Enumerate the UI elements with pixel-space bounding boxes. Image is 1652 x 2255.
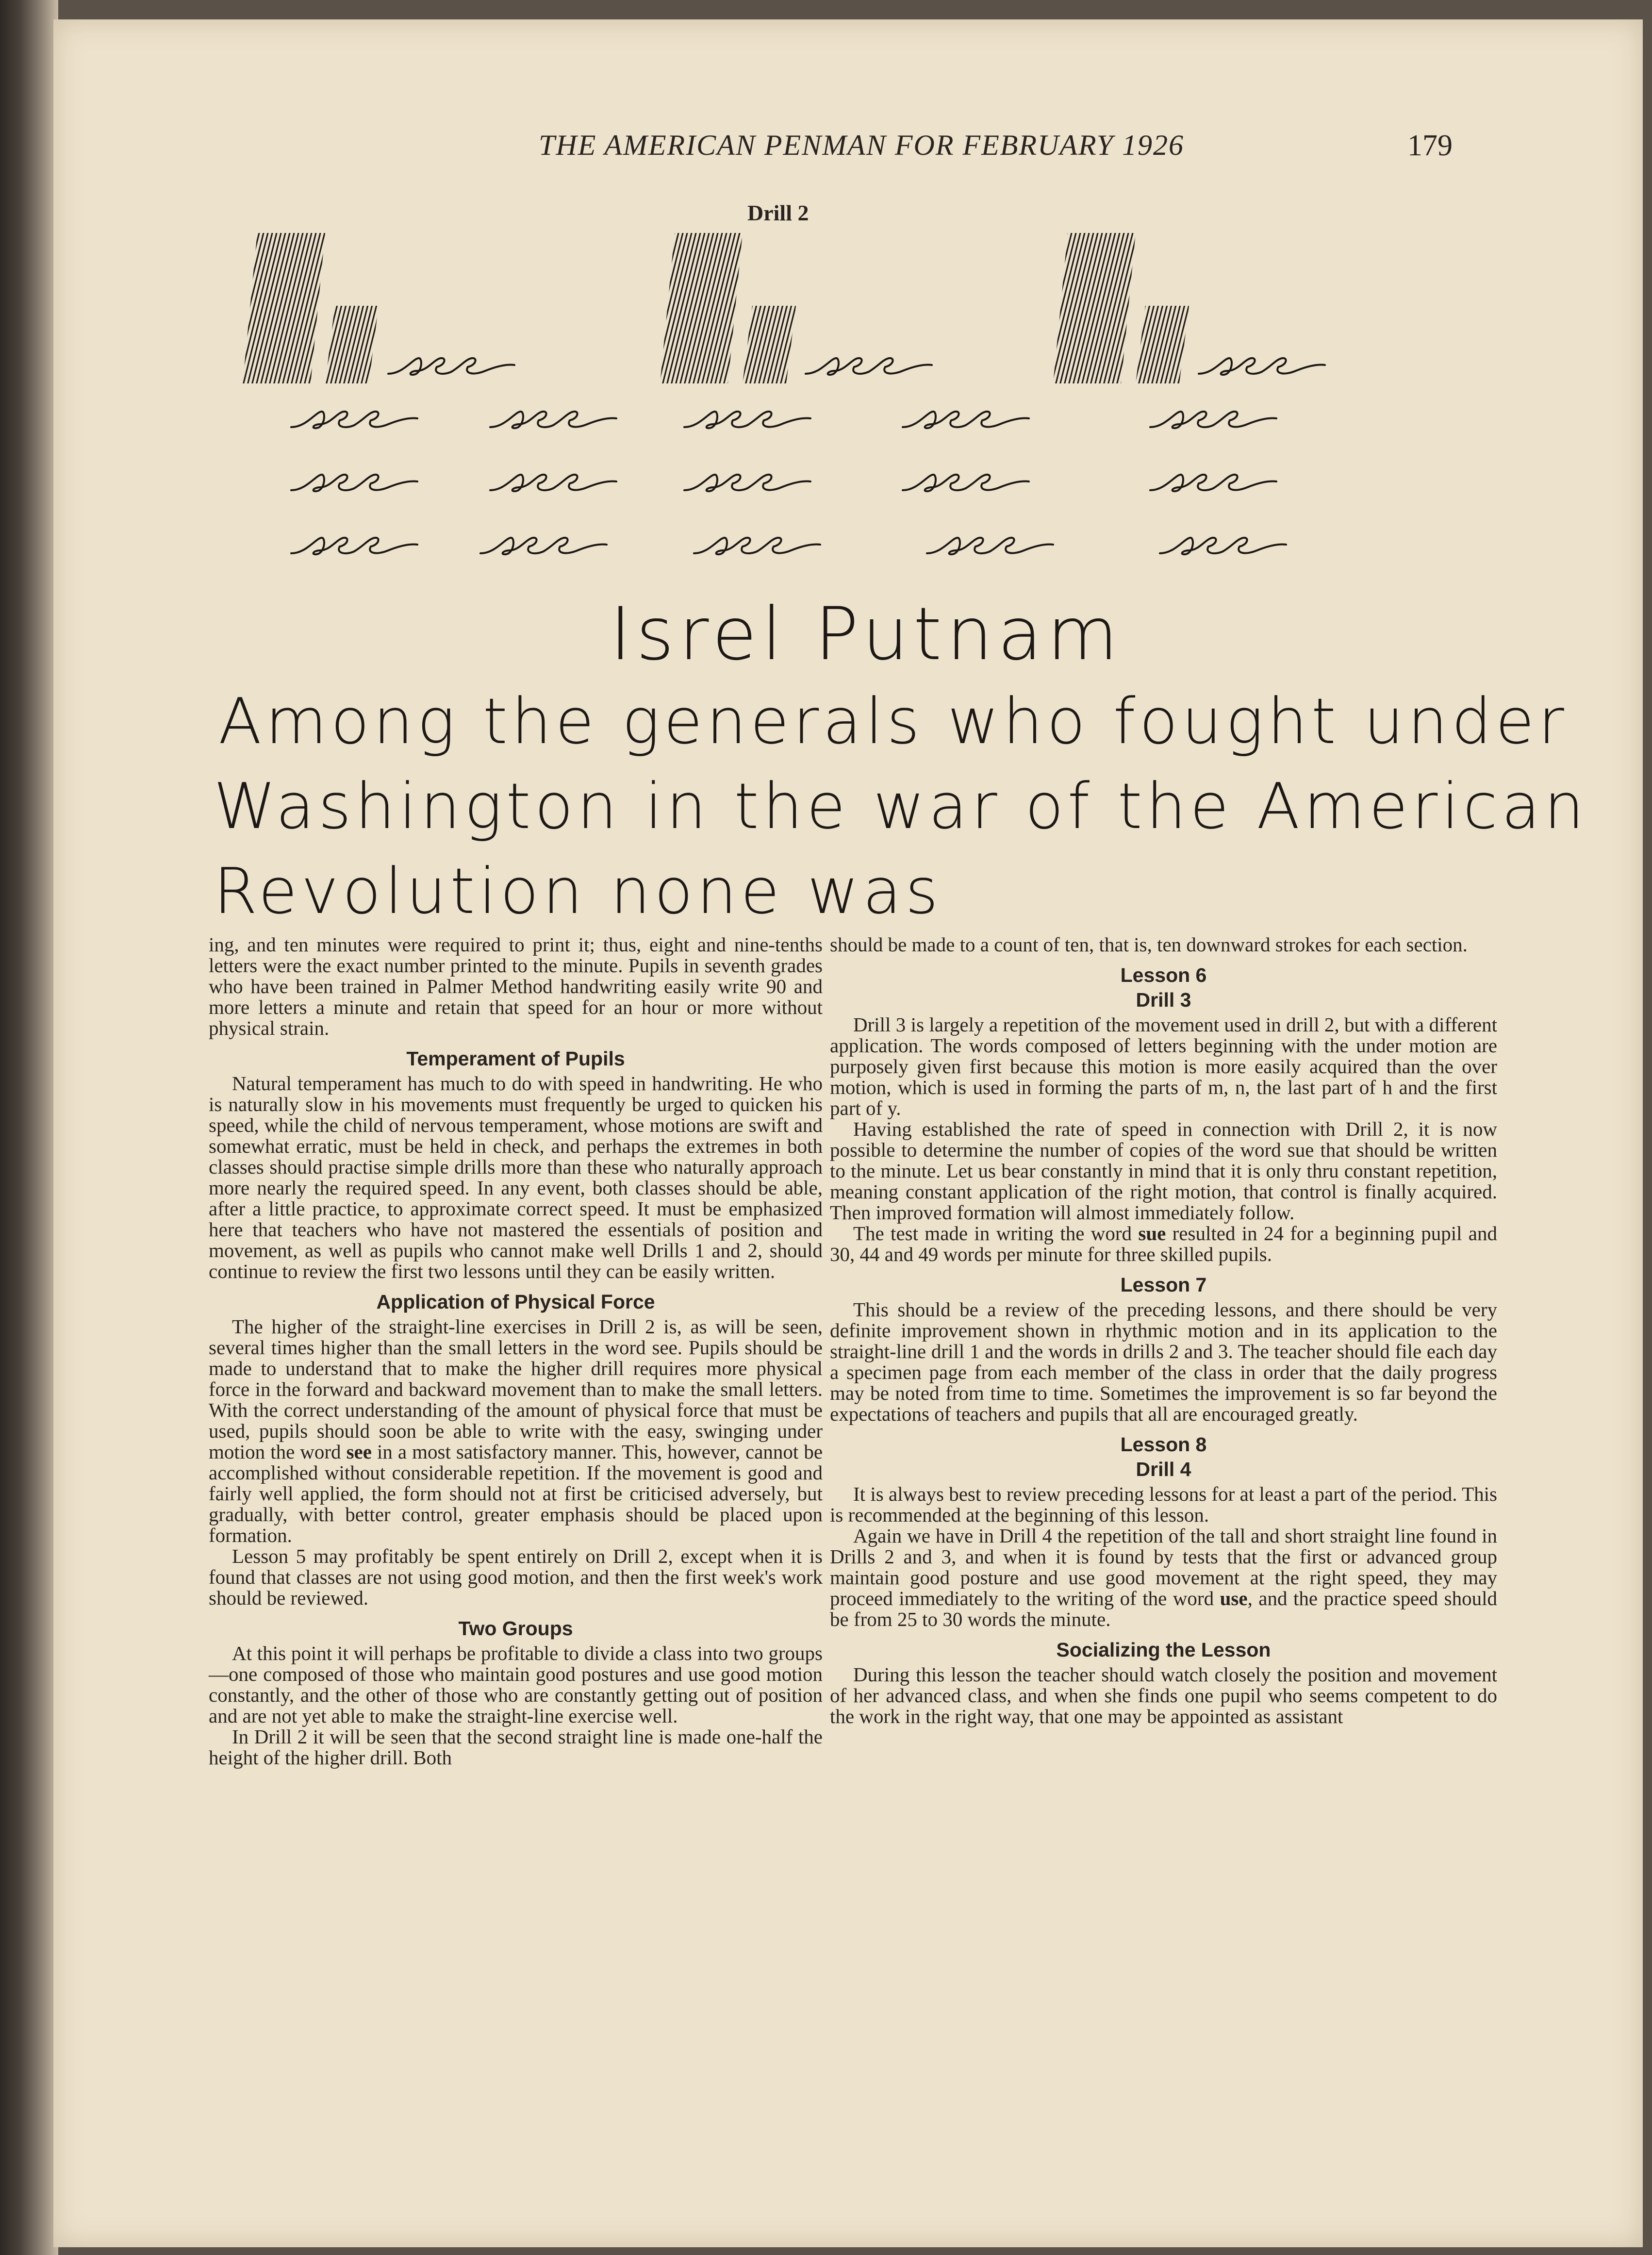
paragraph: should be made to a count of ten, that is, ten downward strokes for each section. (830, 933, 1468, 956)
paragraph: During this lesson the teacher should watch closely the position and movement of her advanced class, and when she finds one pupil who seems competent to do the work in the right way, that one may be appointed as assistant (830, 1663, 1497, 1727)
paragraph: Again we have in Drill 4 the repetition of the tall and short straight line found in Drills 2 and 3, and when it is found by tests that the first or advanced group maintain good posture and use good movement at the right speed, they may proceed immediately to the writing of the word use, and the practice speed should be from 25 to 30 words the minute. (830, 1525, 1498, 1630)
see-word-rows (291, 412, 1286, 554)
hand-lettered-line-3: Revolution none was (214, 854, 942, 928)
page-number: 179 (1407, 129, 1453, 162)
paragraph: In Drill 2 it will be seen that the second straight line is made one-half the height of the higher drill. Both (209, 1725, 823, 1769)
section-heading-lesson-6: Lesson 6 (1120, 964, 1207, 986)
paragraph: Drill 3 is largely a repetition of the movement used in drill 2, but with a different application. The words composed of letters beginning with the under motion are purposely given first because this motion is more easily acquired than the over motion, which is used in forming the parts of m, n, the last part of h and the first part of y. (830, 1013, 1497, 1119)
running-title: THE AMERICAN PENMAN FOR FEBRUARY 1926 (539, 129, 1184, 161)
drill-2-penmanship-specimen (238, 223, 1466, 592)
book-binding-edge (0, 0, 58, 2255)
page (53, 19, 1643, 2247)
section-heading-lesson-8: Lesson 8 (1120, 1433, 1207, 1456)
paragraph: It is always best to review preceding lessons for at least a part of the period. This is recommended at the beginning of this lesson. (830, 1483, 1497, 1526)
left-column (209, 934, 823, 1768)
hand-lettered-line-2: Washington in the war of the American (214, 769, 1588, 843)
straight-line-drill-group-3 (1053, 233, 1325, 383)
section-heading-temperament: Temperament of Pupils (406, 1047, 625, 1070)
drill-label: Drill 2 (747, 200, 809, 225)
section-heading-two-groups: Two Groups (458, 1617, 573, 1640)
section-heading-lesson-7: Lesson 7 (1120, 1274, 1207, 1296)
paragraph: The higher of the straight-line exercises in Drill 2 is, as will be seen, several times higher than the small letters in the word see. Pupils should be made to understand that to make the higher drill requires more physical force in the forward and backward movement than to make the small letters. With the correct understanding of the amount of physical force that must be used, pupils should soon be able to write with the easy, swinging under motion the word see in a most satisfactory manner. This, however, cannot be accomplished without considerable repetition. If the movement is good and fairly well applied, the form should not at first be criticised adversely, but gradually, with better control, greater emphasis should be placed upon formation. (209, 1315, 823, 1546)
paragraph: Having established the rate of speed in connection with Drill 2, it is now possible to determine the number of copies of the word sue that should be written to the minute. Let us bear constantly in mind that it is only thru constant repetition, meaning constant application of the right motion, that control is finally acquired. Then improved formation will almost immediately follow. (830, 1118, 1497, 1224)
paragraph: At this point it will perhaps be profitable to divide a class into two groups—one composed of those who maintain good postures and use good motion constantly, and the other of those who are constantly getting out of position and are not yet able to make the straight-line exercise well. (209, 1642, 823, 1727)
section-heading-drill-4: Drill 4 (1136, 1458, 1191, 1480)
emphasized-word: see (346, 1441, 372, 1463)
section-heading-drill-3: Drill 3 (1136, 989, 1191, 1011)
paragraph: Lesson 5 may profitably be spent entirely on Drill 2, except when it is found that classes are not using good motion, and then the first week's work should be reviewed. (209, 1545, 823, 1609)
paragraph: Natural temperament has much to do with speed in handwriting. He who is naturally slow in his movements must frequently be urged to quicken his speed, while the child of nervous temperament, whose motions are swift and somewhat erratic, must be held in check, and perhaps the extremes in both classes should practise simple drills more than these who naturally approach more nearly the required speed. In any event, both classes should be able, after a little practice, to approximate correct speed. It must be emphasized here that teachers who have not mastered the essentials of position and movement, as well as pupils who cannot make well Drills 1 and 2, should continue to review the first two lessons until they can be easily written. (209, 1072, 823, 1282)
section-heading-socializing: Socializing the Lesson (1056, 1639, 1271, 1661)
straight-line-drill-group-2 (660, 233, 932, 383)
emphasized-word: use (1220, 1587, 1248, 1609)
paragraph: ing, and ten minutes were required to print it; thus, eight and nine-tenths letters were the exact number printed to the minute. Pupils in seventh grades who have been trained in Palmer Method handwriting easily write 90 and more letters a minute and retain that speed for an hour or more without physical strain. (209, 933, 823, 1039)
section-heading-physical-force: Application of Physical Force (376, 1291, 655, 1313)
paragraph: The test made in writing the word sue resulted in 24 for a beginning pupil and 30, 44 and 49 words per minute for three skilled pupils. (830, 1222, 1498, 1265)
emphasized-word: sue (1138, 1222, 1166, 1244)
paragraph: This should be a review of the preceding lessons, and there should be very definite improvement shown in rhythmic motion and in its application to the straight-line drill 1 and the words in drills 2 and 3. The teacher should file each day a specimen page from each member of the class in order that the daily progress may be noted from time to time. Sometimes the improvement is so far beyond the expectations of teachers and pupils that all are encouraged greatly. (830, 1298, 1497, 1425)
straight-line-drill-group-1 (243, 233, 514, 383)
hand-lettered-title: Isrel Putnam (610, 592, 1123, 677)
hand-lettered-line-1: Among the generals who fought under (218, 684, 1568, 758)
right-column (830, 934, 1497, 1727)
